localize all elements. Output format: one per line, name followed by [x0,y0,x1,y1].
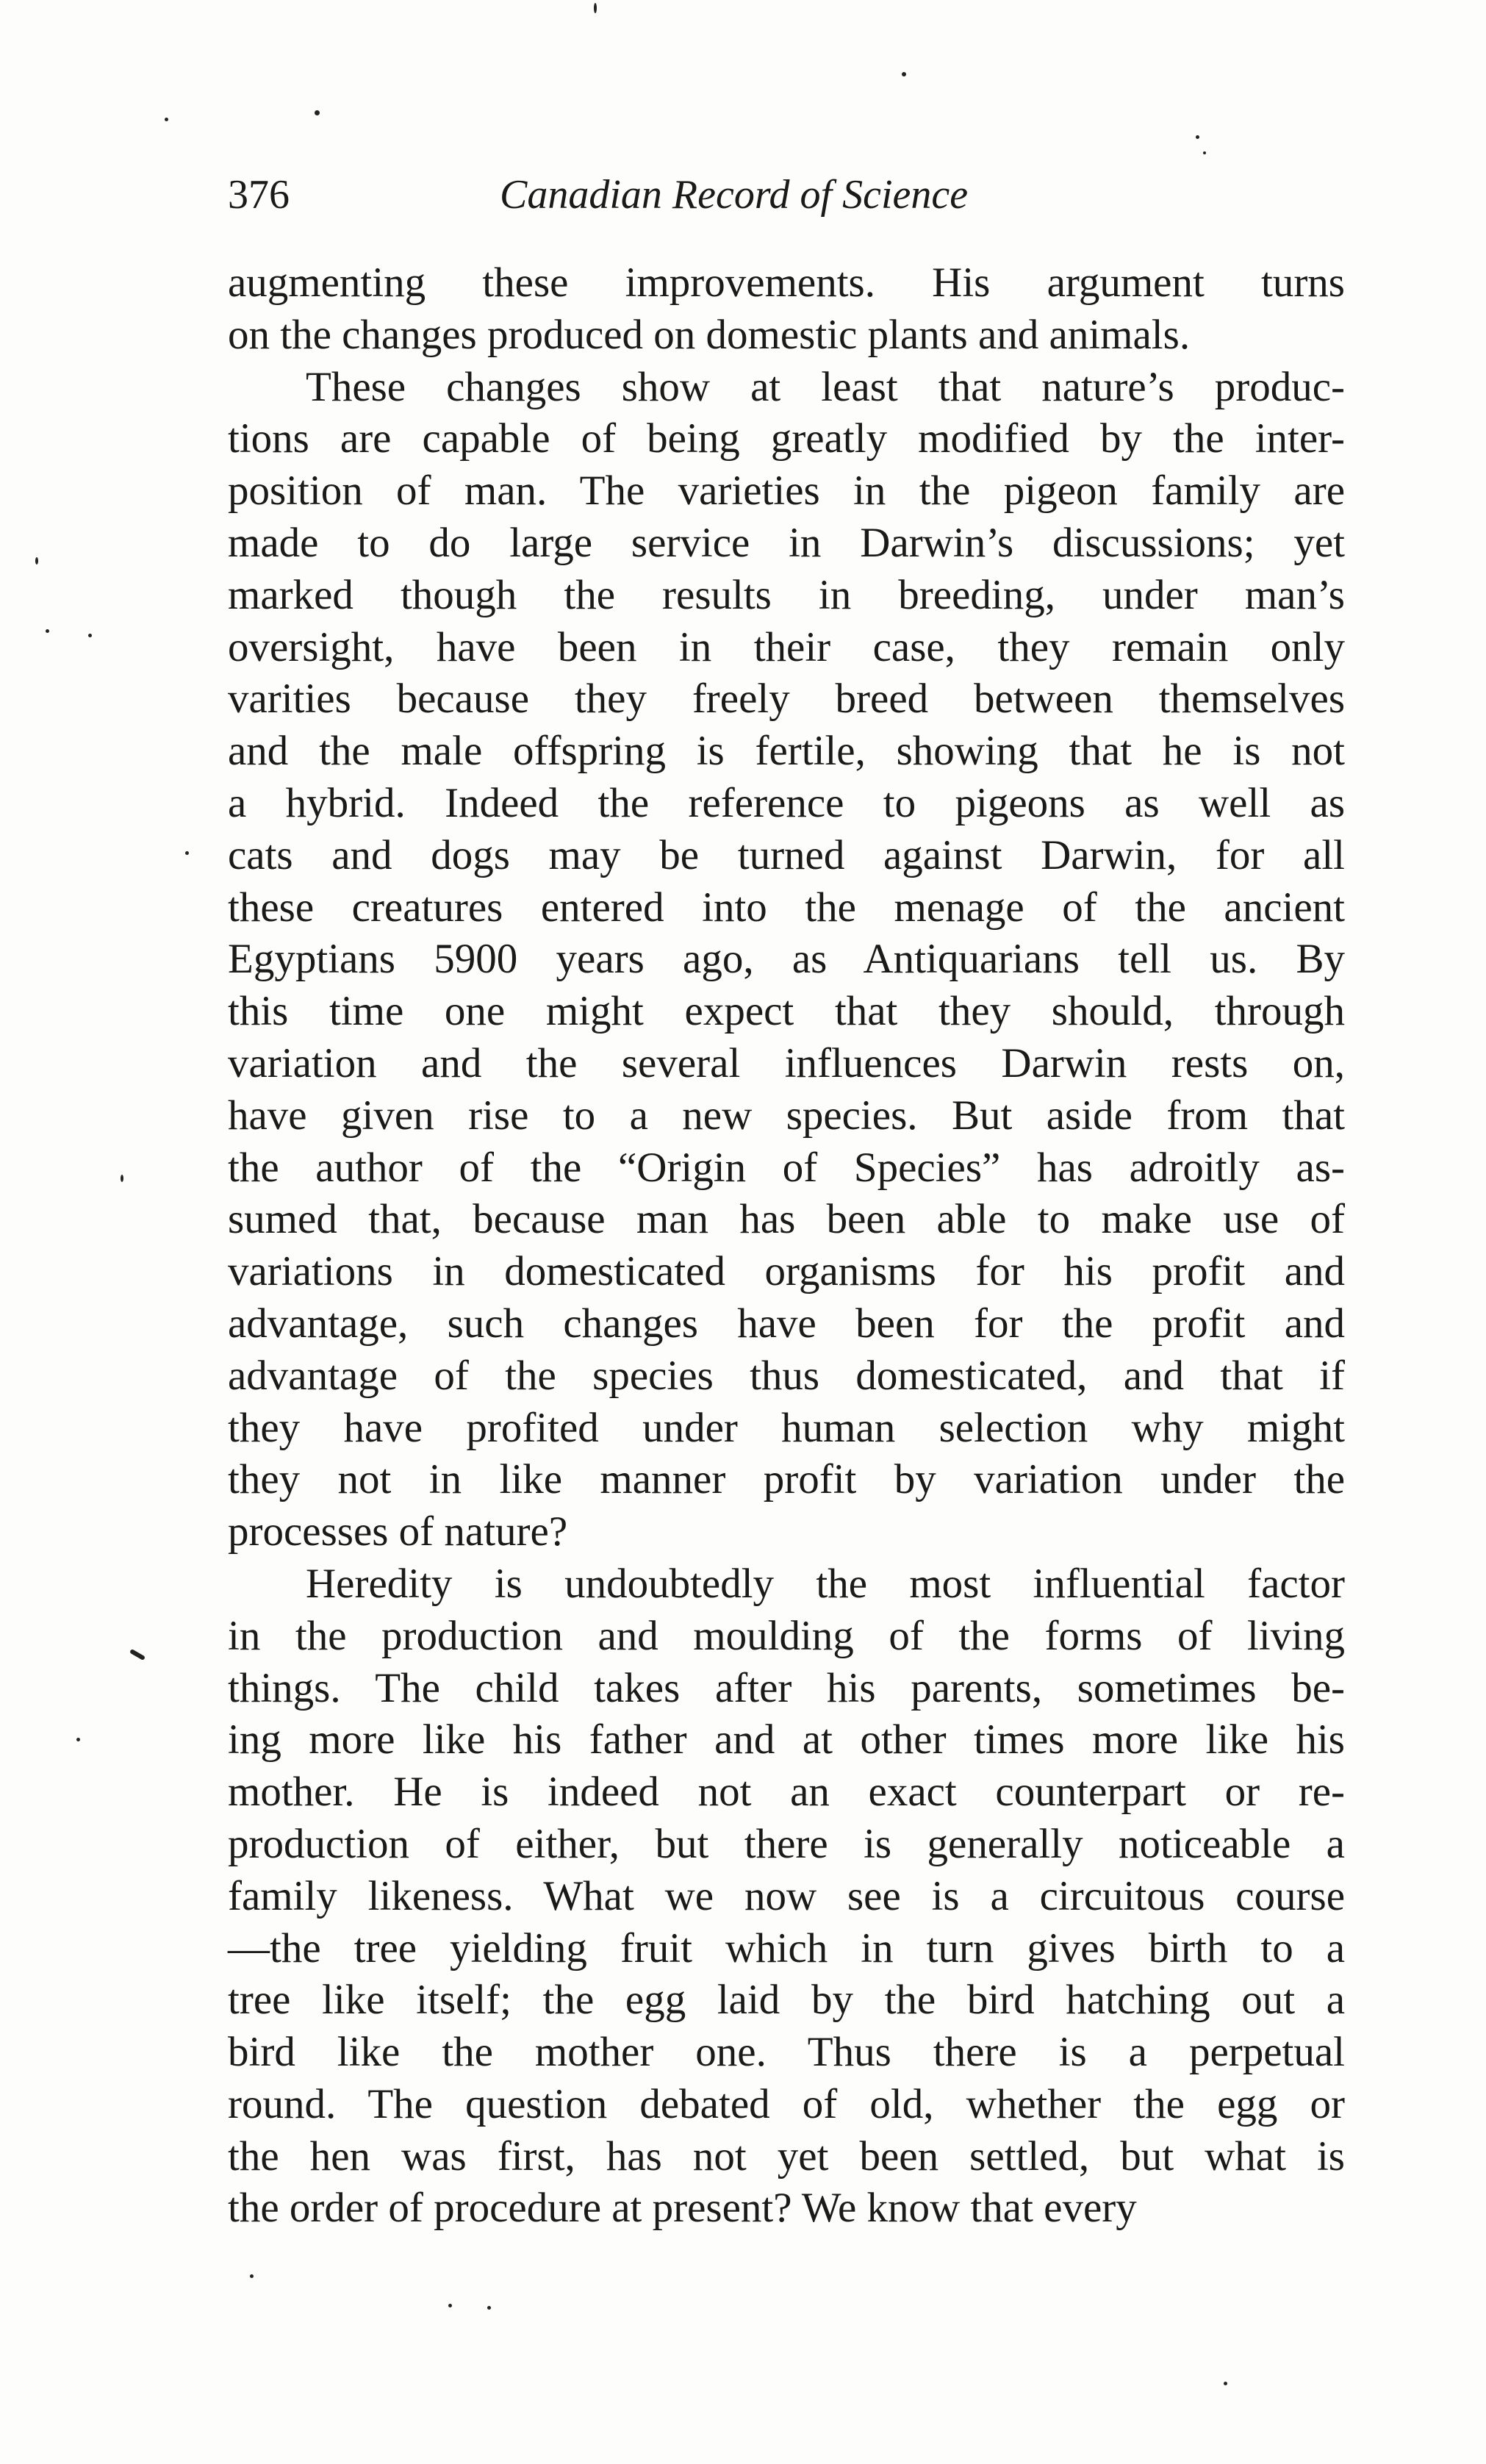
paragraph [228,362,1345,1558]
page-header [228,162,1330,228]
text-line: production of either, but there is generally noticeable a [228,1820,1345,1867]
text-line: advantage of the species thus domesticated, and that if [228,1352,1345,1399]
text-line: the order of procedure at present? We know that every [228,2185,1137,2232]
scan-speck [46,629,49,633]
running-head: Canadian Record of Science [500,172,969,218]
text-line: round. The question debated of old, whether the egg or [228,2080,1345,2127]
text-line: processes of nature? [228,1508,568,1555]
scan-speck [88,634,92,637]
text-line: family likeness. What we now see is a circuitous course [228,1872,1345,1919]
text-line: a hybrid. Indeed the reference to pigeons as well as [228,779,1345,826]
text-line: advantage, such changes have been for the profit and [228,1300,1345,1347]
text-line: These changes show at least that nature’s produc- [306,363,1345,410]
text-line: varities because they freely breed between themselves [228,676,1345,723]
paragraph [228,257,1345,362]
text-line: these creatures entered into the menage of the ancient [228,884,1345,931]
text-line: mother. He is indeed not an exact counterpart or re- [228,1769,1345,1816]
scan-speck [250,2274,254,2278]
text-line: the hen was first, has not yet been settled, but what is [228,2132,1345,2180]
text-line: sumed that, because man has been able to make use of [228,1196,1345,1243]
text-line: made to do large service in Darwin’s discussions; yet [228,519,1345,566]
text-line: cats and dogs may be turned against Darwin, for all [228,831,1345,878]
text-line: tree like itself; the egg laid by the bird hatching out a [228,1977,1345,2024]
scan-speck [487,2306,491,2310]
text-line: they have profited under human selection why might [228,1404,1345,1451]
text-line: have given rise to a new species. But aside from that [228,1092,1345,1139]
scan-speck [315,110,320,115]
scan-speck [129,1649,146,1661]
paragraph [228,1558,1345,2235]
scan-speck [594,3,597,13]
text-line: position of man. The varieties in the pigeon family are [228,468,1345,515]
text-line: ing more like his father and at other times more like his [228,1716,1345,1763]
page-number: 376 [228,172,290,218]
text-line: this time one might expect that they should, through [228,988,1345,1035]
text-line: they not in like manner profit by variation under the [228,1456,1345,1503]
scan-speck [185,851,189,855]
text-line: in the production and moulding of the forms of living [228,1612,1345,1659]
text-line: —the tree yielding fruit which in turn gives birth to a [228,1924,1345,1971]
text-line: oversight, have been in their case, they remain only [228,623,1345,670]
scan-speck [35,557,38,565]
scan-speck [448,2304,452,2307]
text-line: variation and the several influences Darwin rests on, [228,1039,1345,1086]
scan-speck [165,118,168,121]
text-line: and the male offspring is fertile, showing that he is not [228,728,1345,775]
text-line: Egyptians 5900 years ago, as Antiquarians tell us. By [228,936,1345,983]
text-line: Heredity is undoubtedly the most influential factor [306,1560,1345,1607]
body-text [228,257,1345,2235]
scan-speck [76,1738,80,1741]
text-line: marked though the results in breeding, under man’s [228,571,1345,618]
text-line: on the changes produced on domestic plants and animals. [228,311,1191,358]
scan-speck [121,1175,123,1182]
scan-speck [1196,135,1199,139]
text-line: variations in domesticated organisms for his profit and [228,1248,1345,1295]
scan-speck [902,72,906,76]
text-line: tions are capable of being greatly modified by the inter- [228,415,1345,462]
scan-speck [1224,2382,1227,2385]
text-line: the author of the “Origin of Species” has adroitly as- [228,1144,1345,1191]
text-line: bird like the mother one. Thus there is a perpetual [228,2029,1345,2076]
scan-speck [1203,151,1206,154]
text-line: things. The child takes after his parents, sometimes be- [228,1664,1345,1711]
text-line: augmenting these improvements. His argument turns [228,259,1345,306]
